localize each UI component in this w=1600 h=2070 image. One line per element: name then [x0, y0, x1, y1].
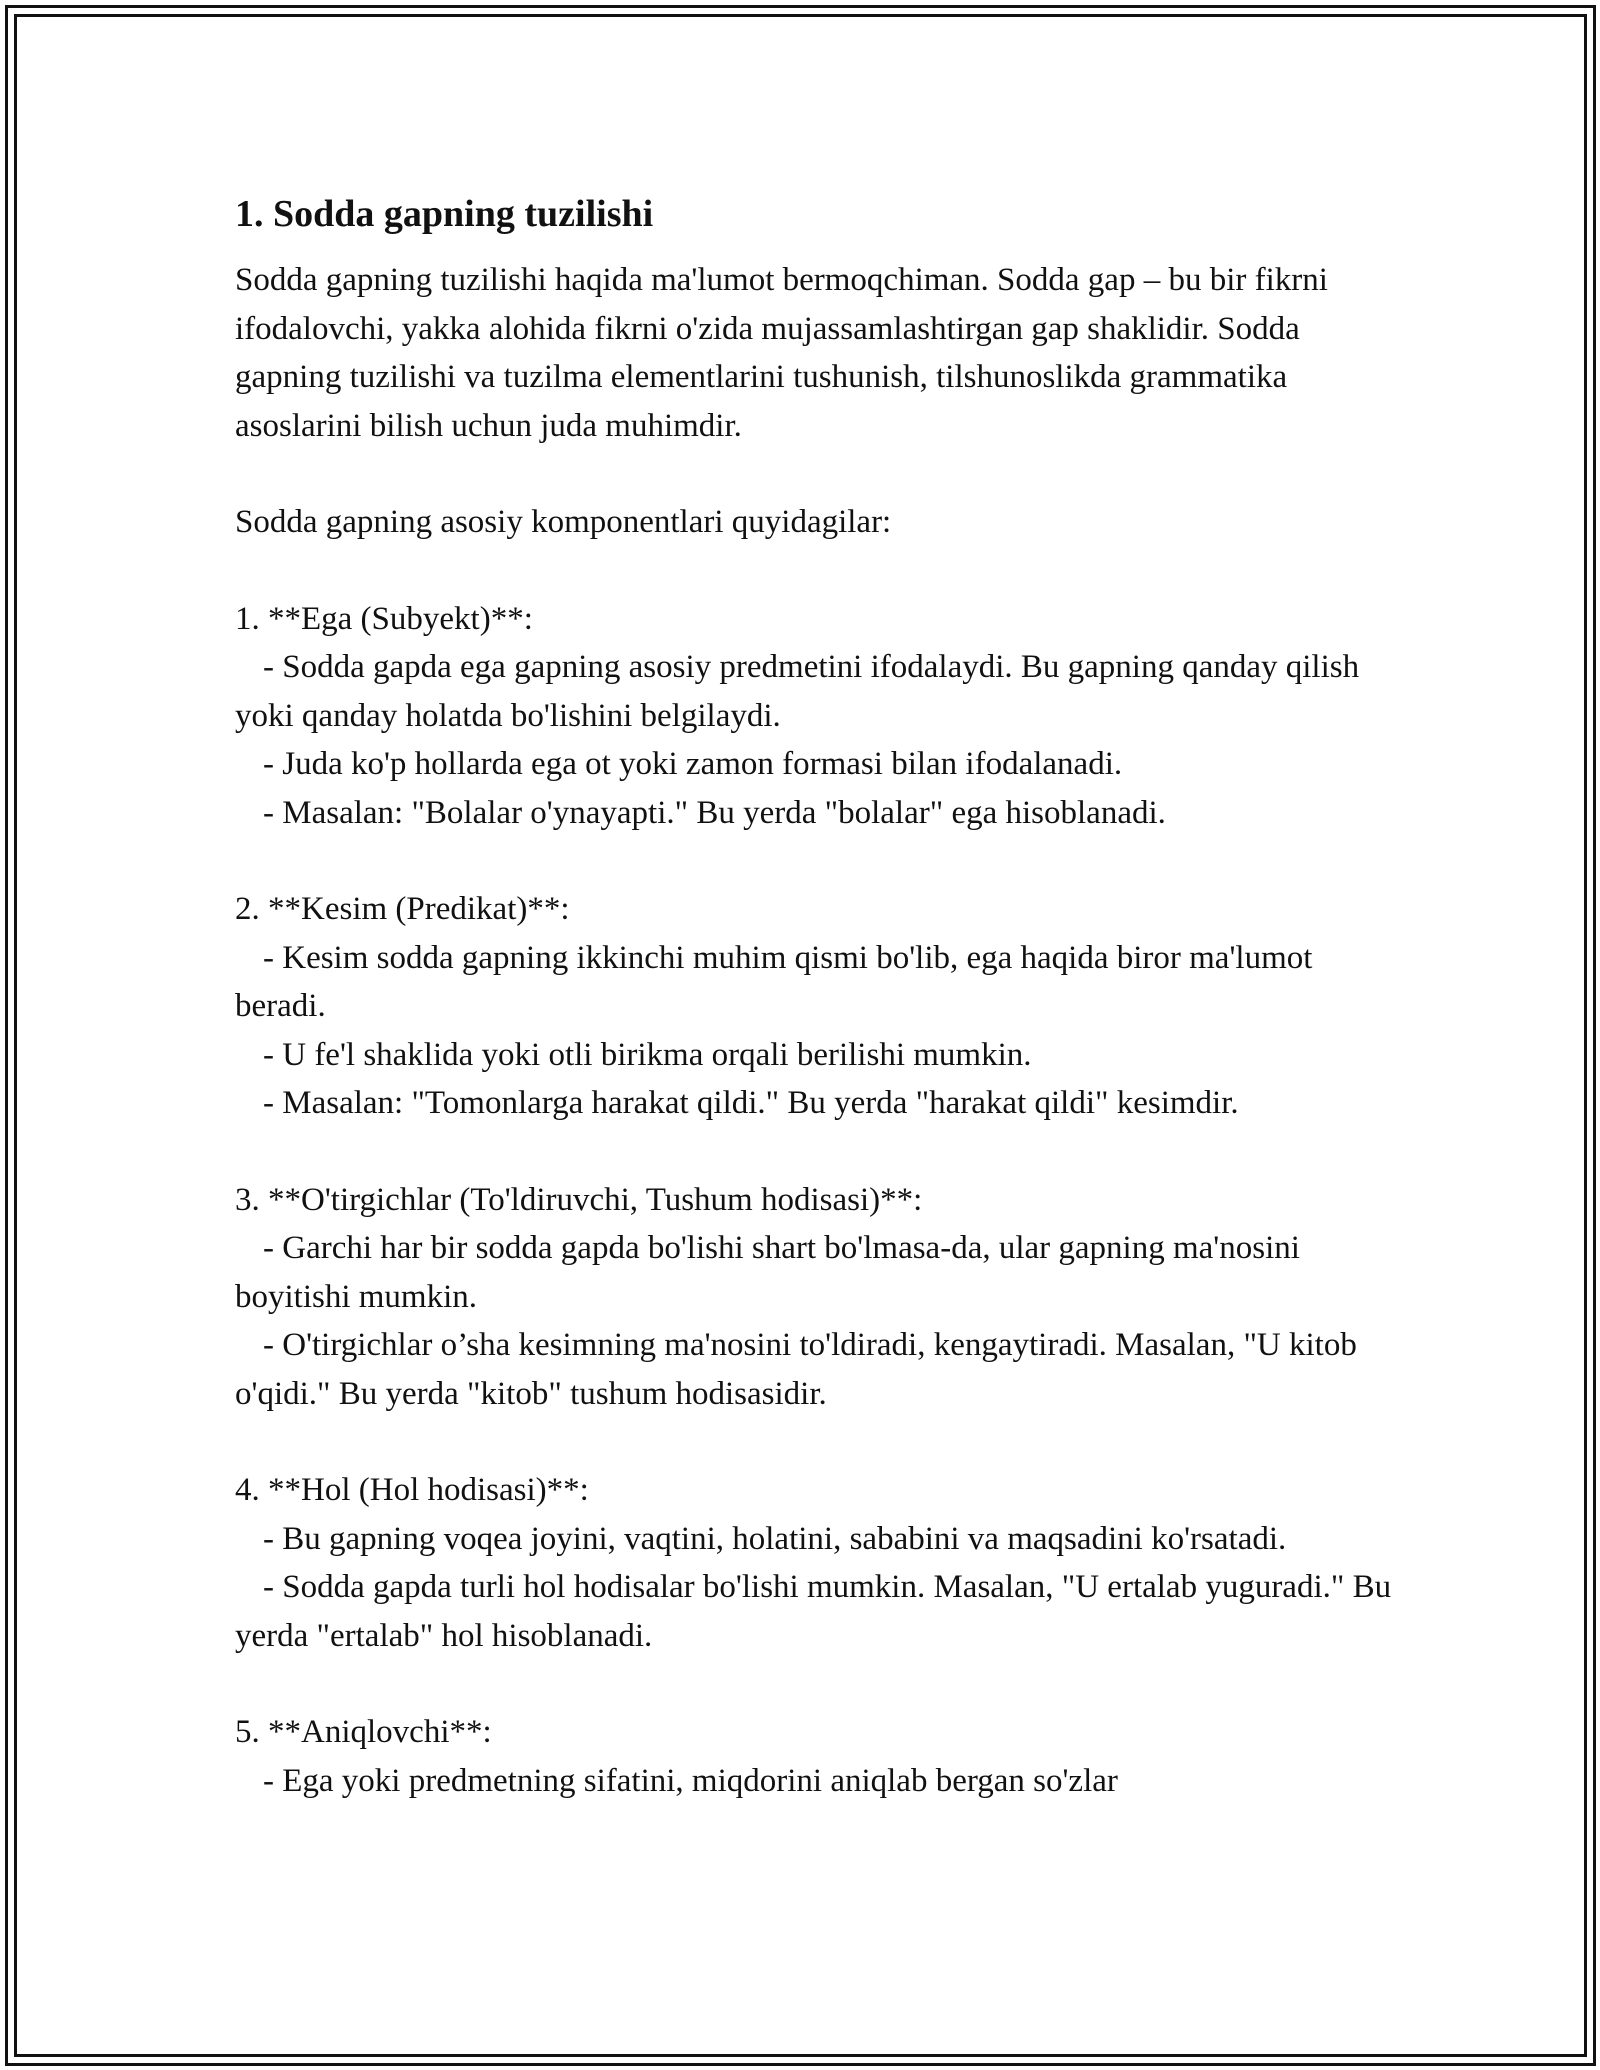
document-body [235, 186, 1395, 1805]
page-title: 1. Sodda gapning tuzilishi [235, 193, 654, 235]
list-item: - O'tirgichlar o’sha kesimning ma'nosini to'ldiradi, kengaytiradi. Masalan, "U kitob o'qidi." Bu yerda "kitob" tushum hodisasidir. [235, 1327, 1357, 1412]
section-heading: 2. **Kesim (Predikat)**: [235, 891, 570, 927]
list-item: - Bu gapning voqea joyini, vaqtini, holatini, sababini va maqsadini ko'rsatadi. [263, 1520, 1287, 1557]
list-item: - Sodda gapda turli hol hodisalar bo'lishi mumkin. Masalan, "U ertalab yuguradi." Bu yerda "ertalab" hol hisoblanadi. [235, 1569, 1392, 1654]
list-item: - Sodda gapda ega gapning asosiy predmetini ifodalaydi. Bu gapning qanday qilish yoki qanday holatda bo'lishini belgilaydi. [235, 649, 1360, 734]
section-hol [235, 1466, 1395, 1660]
section-heading: 5. **Aniqlovchi**: [235, 1714, 492, 1750]
list-item: - Masalan: "Bolalar o'ynayapti." Bu yerda "bolalar" ega hisoblanadi. [263, 794, 1166, 831]
section-ega [235, 595, 1395, 838]
section-otirgichlar [235, 1176, 1395, 1419]
list-item: - Ega yoki predmetning sifatini, miqdorini aniqlab bergan so'zlar [263, 1762, 1118, 1799]
list-item: - Garchi har bir sodda gapda bo'lishi shart bo'lmasa-da, ular gapning ma'nosini boyitishi mumkin. [235, 1230, 1300, 1315]
list-item: - U fe'l shaklida yoki otli birikma orqali berilishi mumkin. [263, 1036, 1032, 1073]
section-aniqlovchi [235, 1708, 1395, 1805]
section-heading: 1. **Ega (Subyekt)**: [235, 600, 533, 637]
section-heading: 3. **O'tirgichlar (To'ldiruvchi, Tushum hodisasi)**: [235, 1181, 923, 1218]
intro-paragraph: Sodda gapning tuzilishi haqida ma'lumot bermoqchiman. Sodda gap – bu bir fikrni ifodalovchi, yakka alohida fikrni o'zida mujassamlashtirgan gap shaklidir. Sodda gapning tuzilishi va tuzilma elementlarini tushunish, tilshunoslikda grammatika asoslarini bilish uchun juda muhimdir. [235, 262, 1328, 444]
list-item: - Juda ko'p hollarda ega ot yoki zamon formasi bilan ifodalanadi. [263, 746, 1123, 782]
components-lead: Sodda gapning asosiy komponentlari quyidagilar: [235, 504, 892, 540]
list-item: - Masalan: "Tomonlarga harakat qildi." Bu yerda "harakat qildi" kesimdir. [263, 1085, 1239, 1121]
section-heading: 4. **Hol (Hol hodisasi)**: [235, 1472, 589, 1508]
section-kesim [235, 885, 1395, 1128]
list-item: - Kesim sodda gapning ikkinchi muhim qismi bo'lib, ega haqida biror ma'lumot beradi. [235, 939, 1313, 1024]
